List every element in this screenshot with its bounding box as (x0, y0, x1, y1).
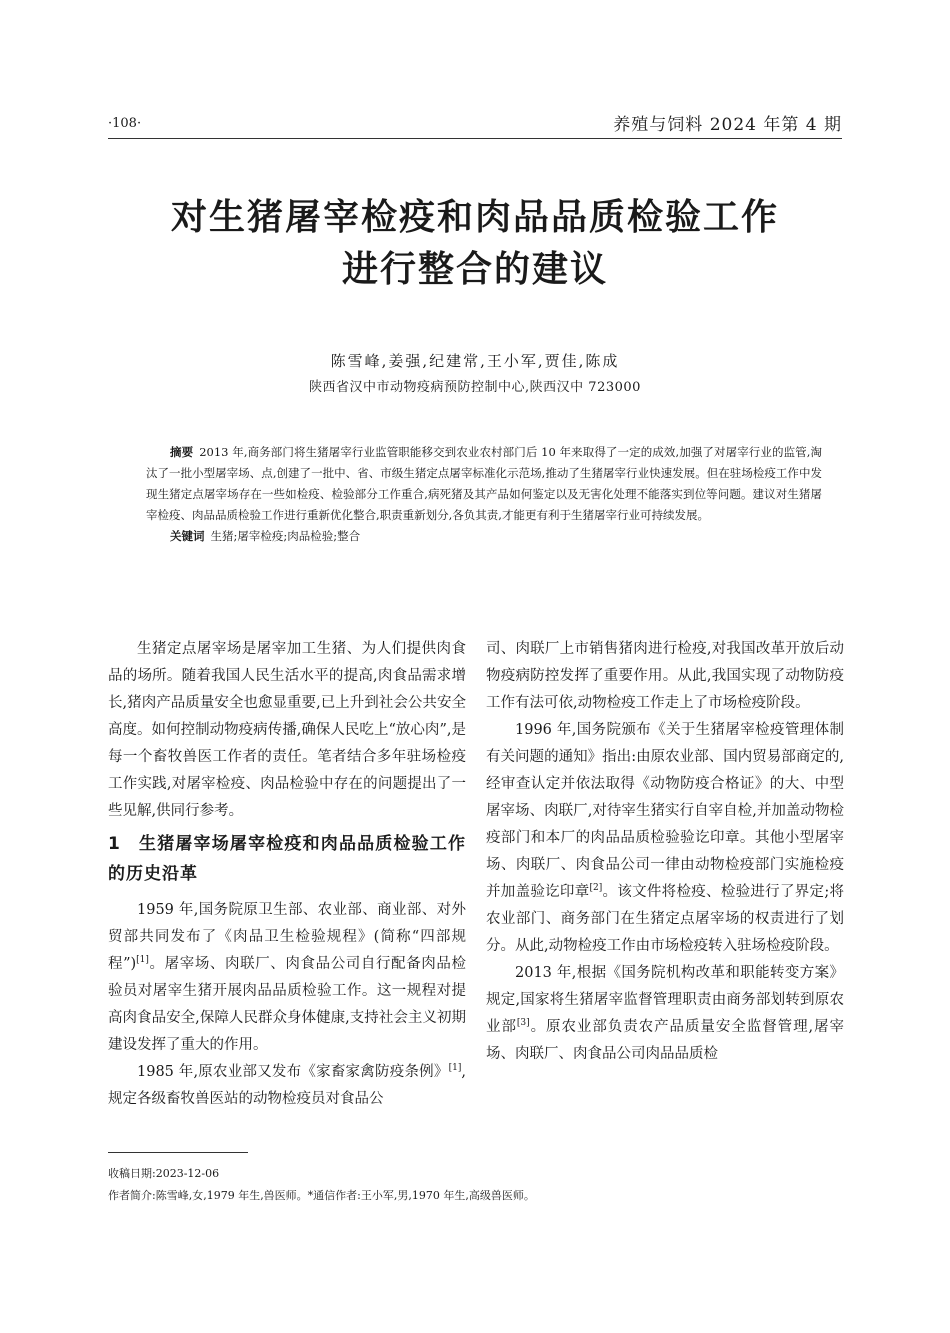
title-line-1: 对生猪屠宰检疫和肉品品质检验工作 (170, 197, 779, 238)
journal-issue: 养殖与饲料 2024 年第 4 期 (613, 115, 842, 135)
page-number: ·108· (108, 116, 142, 131)
paragraph-1996 (486, 717, 844, 960)
paragraph-text: 。屠宰场、肉联厂、肉食品公司自行配备肉品检验员对屠宰生猪开展肉品品质检验工作。这一规程对提高肉食品安全,保障人民群众身体健康,支持社会主义初期建设发挥了重大的作用。 (108, 956, 466, 1053)
section-heading-1 (108, 829, 466, 889)
paragraph-text: 1996 年,国务院颁布《关于生猪屠宰检疫管理体制有关问题的通知》指出:由原农业部、国内贸易部商定的,经审查认定并依法取得《动物防疫合格证》的大、中型屠宰场、肉联厂,对待宰生猪实行自宰自检,并加盖动物检疫部门和本厂的肉品品质检验验讫印章。其他小型屠宰场、肉联厂、肉食品公司一律由动物检疫部门实施检疫并加盖验讫印章 (486, 722, 844, 900)
received-date: 收稿日期:2023-12-06 (108, 1167, 220, 1180)
paragraph-1985-continued: 司、肉联厂上市销售猪肉进行检疫,对我国改革开放后动物疫病防控发挥了重要作用。从此,我国实现了动物防疫工作有法可依,动物检疫工作走上了市场检疫阶段。 (486, 641, 844, 711)
paragraph-text: ,规定各级畜牧兽医站的动物检疫员对食品公 (108, 1064, 466, 1107)
body-column-left (108, 636, 466, 1113)
author-intro: 作者简介:陈雪峰,女,1979 年生,兽医师。*通信作者:王小军,男,1970 年生,高级兽医师。 (108, 1189, 535, 1202)
footnote-divider (108, 1152, 248, 1153)
authors: 陈雪峰,姜强,纪建常,王小军,贾佳,陈成 (330, 352, 620, 370)
paragraph-1959 (108, 897, 466, 1059)
keywords-label: 关键词 (170, 529, 205, 543)
paragraph-1985 (108, 1059, 466, 1113)
citation-ref: [1] (136, 955, 149, 966)
citation-ref: [2] (589, 883, 603, 894)
paragraph-text: 1985 年,原农业部又发布《家畜家禽防疫条例》 (137, 1064, 449, 1080)
abstract-text: 2013 年,商务部门将生猪屠宰行业监管职能移交到农业农村部门后 10 年来取得了一定的成效,加强了对屠宰行业的监管,淘汰了一批小型屠宰场、点,创建了一批中、省、市级生猪定点屠宰标准化示范场,推动了生猪屠宰行业快速发展。但在驻场检疫工作中发现生猪定点屠宰场存在一些如检疫、检验部分工作重合,病死猪及其产品如何鉴定以及无害化处理不能落实到位等问题。建议对生猪屠宰检疫、肉品品质检验工作进行重新优化整合,职责重新划分,各负其责,才能更有利于生猪屠宰行业可持续发展。 (146, 445, 823, 522)
keywords (146, 526, 822, 547)
section-title: 生猪屠宰场屠宰检疫和肉品品质检验工作的历史沿革 (108, 834, 466, 884)
running-header (108, 110, 842, 139)
abstract (146, 442, 822, 526)
affiliation: 陕西省汉中市动物疫病预防控制中心,陕西汉中 723000 (309, 380, 641, 395)
paragraph-text: 。原农业部负责农产品质量安全监督管理,屠宰场、肉联厂、肉食品公司肉品品质检 (486, 1019, 845, 1062)
article-title (100, 192, 850, 296)
keywords-text: 生猪;屠宰检疫;肉品检验;整合 (210, 529, 361, 543)
body-column-right (486, 636, 844, 1068)
paragraph-2013 (486, 960, 844, 1068)
abstract-block (146, 442, 822, 547)
title-line-2: 进行整合的建议 (341, 249, 608, 290)
footnotes (108, 1163, 535, 1207)
paragraph-text: 2013 年,根据《国务院机构改革和职能转变方案》规定,国家将生猪屠宰监督管理职责由商务部划转到原农业部 (486, 965, 844, 1035)
section-number: 1 (108, 834, 121, 854)
abstract-label: 摘要 (170, 445, 194, 459)
paragraph-intro: 生猪定点屠宰场是屠宰加工生猪、为人们提供肉食品的场所。随着我国人民生活水平的提高,肉食品需求增长,猪肉产品质量安全也愈显重要,已上升到社会公共安全高度。如何控制动物疫病传播,确保人民吃上“放心肉”,是每一个畜牧兽医工作者的责任。笔者结合多年驻场检疫工作实践,对屠宰检疫、肉品检验中存在的问题提出了一些见解,供同行参考。 (108, 641, 466, 819)
paragraph-text: 。该文件将检疫、检验进行了界定;将农业部门、商务部门在生猪定点屠宰场的权责进行了划分。从此,动物检疫工作由市场检疫转入驻场检疫阶段。 (486, 884, 844, 954)
citation-ref: [1] (448, 1063, 462, 1074)
citation-ref: [3] (516, 1018, 530, 1029)
paragraph-text: 1959 年,国务院原卫生部、农业部、商业部、对外贸部共同发布了《肉品卫生检验规程》(简称“四部规程”) (108, 902, 466, 972)
